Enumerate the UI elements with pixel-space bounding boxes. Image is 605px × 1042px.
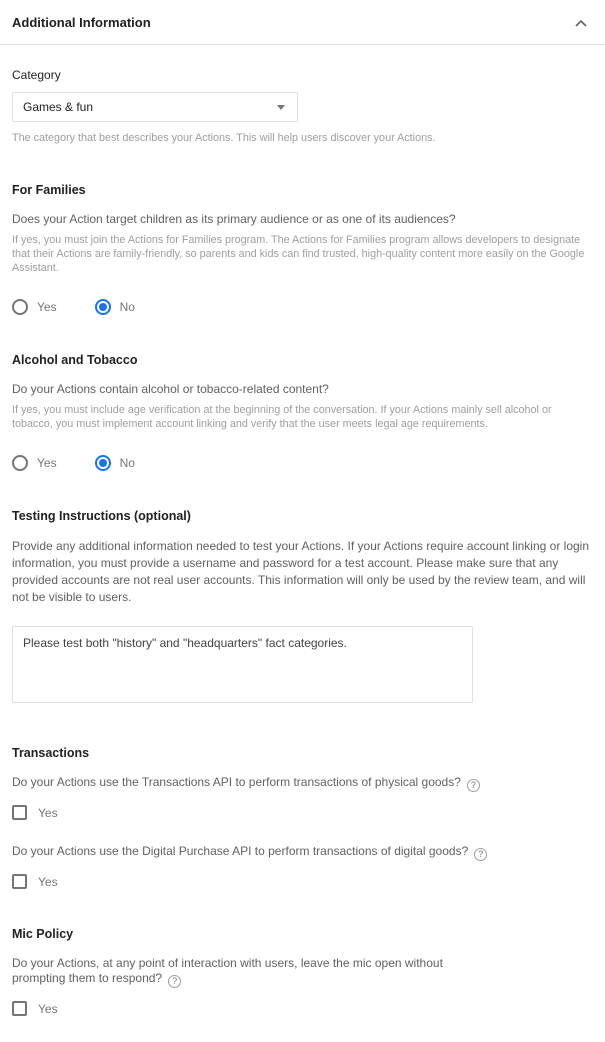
- for-families-title: For Families: [12, 183, 86, 197]
- testing-instructions-textarea[interactable]: [12, 626, 473, 703]
- mic-policy-question-text: Do your Actions, at any point of interaction with users, leave the mic open without prompting them to respond?: [12, 956, 443, 985]
- radio-label-yes: Yes: [37, 456, 57, 470]
- for-families-helper: If yes, you must join the Actions for Families program. The Actions for Families program allows developers to designate that their Actions are family-friendly, so parents and kids can find trusted, high-quality content more easily on the Google Assistant.: [12, 234, 585, 274]
- panel-content: [0, 68, 605, 1042]
- for-families-radio-yes[interactable]: [12, 299, 57, 315]
- radio-label-yes: Yes: [37, 300, 57, 314]
- transactions-digital-checkbox-row: [12, 874, 591, 889]
- testing-instructions-helper: Provide any additional information needed to test your Actions. If your Actions require account linking or login information, you must provide a username and password for a test account. Please make sure that any provided accounts are not real user accounts. This information will only be used by the review team, and will not be visible to users.: [12, 539, 590, 604]
- radio-unchecked-icon: [12, 455, 28, 471]
- transactions-question-physical-text: Do your Actions use the Transactions API to perform transactions of physical goods?: [12, 775, 461, 789]
- transactions-physical-checkbox-row: [12, 805, 591, 820]
- radio-checked-icon: [95, 299, 111, 315]
- collapse-section-button[interactable]: [573, 13, 589, 32]
- help-icon[interactable]: ?: [168, 975, 181, 988]
- alcohol-tobacco-question: Do your Actions contain alcohol or tobacco-related content?: [12, 382, 329, 396]
- alcohol-tobacco-radio-group: [12, 455, 591, 471]
- for-families-radio-no[interactable]: [95, 299, 135, 315]
- transactions-title: Transactions: [12, 746, 90, 760]
- mic-policy-checkbox-row: [12, 1001, 591, 1016]
- alcohol-tobacco-radio-yes[interactable]: [12, 455, 57, 471]
- checkbox-label-yes: Yes: [38, 874, 58, 889]
- for-families-radio-group: [12, 299, 591, 315]
- help-icon[interactable]: ?: [467, 779, 480, 792]
- radio-label-no: No: [119, 456, 135, 470]
- checkbox-label-yes: Yes: [38, 805, 58, 820]
- mic-policy-question: [12, 956, 484, 988]
- chevron-up-icon: [575, 15, 587, 30]
- transactions-question-digital: [12, 844, 591, 861]
- dropdown-arrow-icon: [277, 105, 285, 110]
- alcohol-tobacco-helper: If yes, you must include age verification at the beginning of the conversation. If your Actions mainly sell alcohol or tobacco, you must implement account linking and verify that the user meets legal age requirements.: [12, 404, 552, 430]
- checkbox-label-yes: Yes: [38, 1001, 58, 1016]
- alcohol-tobacco-title: Alcohol and Tobacco: [12, 353, 138, 367]
- category-label: Category: [12, 68, 61, 82]
- category-helper-text: The category that best describes your Actions. This will help users discover your Actions.: [12, 132, 436, 144]
- testing-instructions-title: Testing Instructions (optional): [12, 509, 191, 523]
- radio-checked-icon: [95, 455, 111, 471]
- transactions-physical-checkbox[interactable]: [12, 805, 27, 820]
- transactions-question-digital-text: Do your Actions use the Digital Purchase API to perform transactions of digital goods?: [12, 844, 469, 858]
- mic-policy-title: Mic Policy: [12, 927, 74, 941]
- category-select[interactable]: [12, 92, 298, 122]
- transactions-digital-checkbox[interactable]: [12, 874, 27, 889]
- alcohol-tobacco-radio-no[interactable]: [95, 455, 135, 471]
- for-families-question: Does your Action target children as its primary audience or as one of its audiences?: [12, 212, 456, 226]
- category-selected-value: Games & fun: [23, 100, 94, 114]
- radio-label-no: No: [119, 300, 135, 314]
- transactions-question-physical: [12, 775, 591, 792]
- mic-policy-checkbox[interactable]: [12, 1001, 27, 1016]
- panel-header: [0, 0, 605, 45]
- radio-unchecked-icon: [12, 299, 28, 315]
- panel-title: Additional Information: [12, 15, 151, 30]
- help-icon[interactable]: ?: [474, 848, 487, 861]
